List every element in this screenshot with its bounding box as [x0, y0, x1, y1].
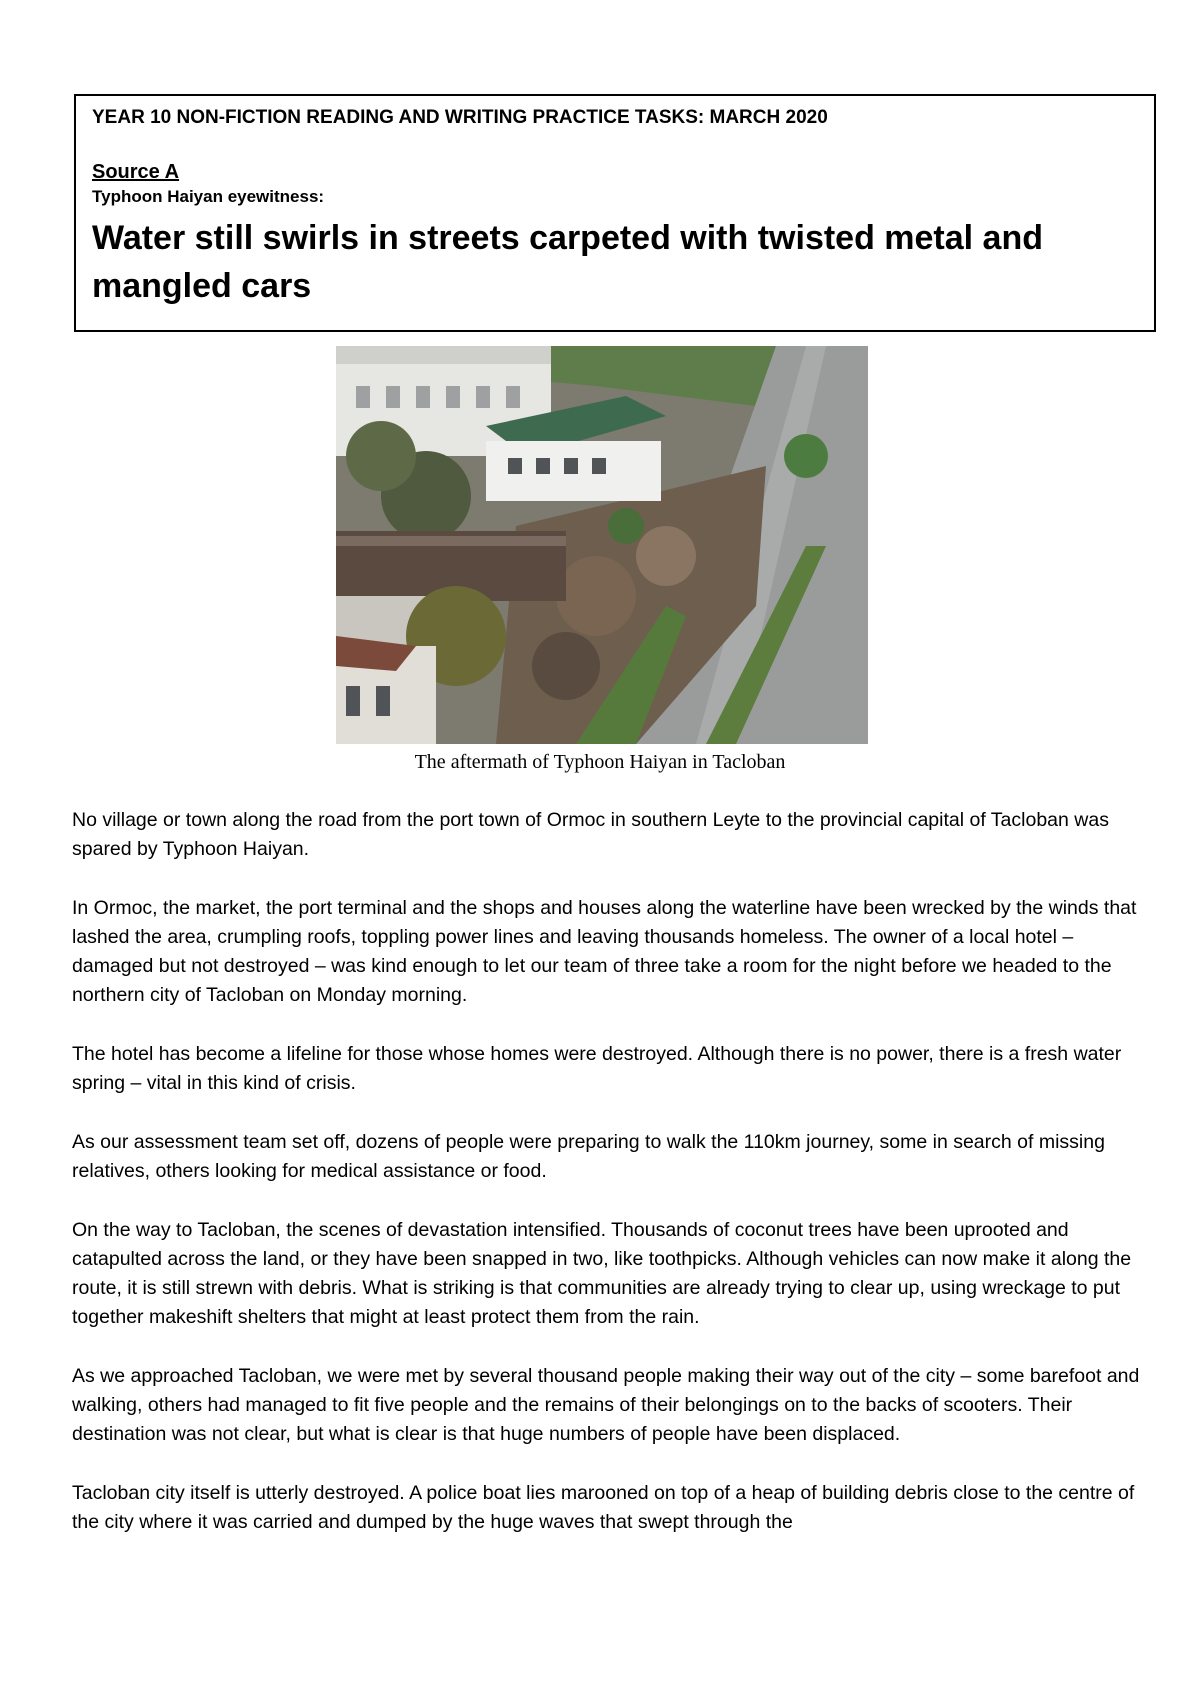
source-label: Source A [92, 161, 180, 183]
article-headline: Water still swirls in streets carpeted with twisted metal and mangled cars [92, 219, 1044, 305]
header-box [74, 94, 1156, 332]
photo-caption: The aftermath of Typhoon Haiyan in Tacloban [414, 751, 786, 773]
aftermath-photo [336, 346, 868, 744]
paragraph: No village or town along the road from the port town of Ormoc in southern Leyte to the provincial capital of Tacloban was spared by Typhoon Haiyan. [72, 809, 1109, 860]
article-subtitle: Typhoon Haiyan eyewitness: [92, 187, 325, 206]
paragraph: In Ormoc, the market, the port terminal and the shops and houses along the waterline have been wrecked by the winds that lashed the area, crumpling roofs, toppling power lines and leaving thousands homeless. The owner of a local hotel – damaged but not destroyed – was kind enough to let our team of three take a room for the night before we headed to the northern city of Tacloban on Monday morning. [72, 897, 1137, 1006]
paragraph: On the way to Tacloban, the scenes of devastation intensified. Thousands of coconut trees have been uprooted and catapulted across the land, or they have been snapped in two, like toothpicks. Although vehicles can now make it along the route, it is still strewn with debris. What is striking is that communities are already trying to clear up, using wreckage to put together makeshift shelters that might at least protect them from the rain. [72, 1219, 1132, 1328]
document-title: YEAR 10 NON-FICTION READING AND WRITING PRACTICE TASKS: MARCH 2020 [92, 107, 828, 128]
paragraph: As our assessment team set off, dozens of people were preparing to walk the 110km journey, some in search of missing relatives, others looking for medical assistance or food. [72, 1131, 1105, 1182]
paragraph: Tacloban city itself is utterly destroyed. A police boat lies marooned on top of a heap of building debris close to the centre of the city where it was carried and dumped by the huge waves that swept through the [72, 1482, 1135, 1533]
paragraph: The hotel has become a lifeline for those whose homes were destroyed. Although there is no power, there is a fresh water spring – vital in this kind of crisis. [72, 1043, 1122, 1094]
paragraph: As we approached Tacloban, we were met by several thousand people making their way out of the city – some barefoot and walking, others had managed to fit five people and the remains of their belongings on to the backs of scooters. Their destination was not clear, but what is clear is that huge numbers of people have been displaced. [72, 1365, 1140, 1445]
article-body [72, 806, 1142, 1567]
